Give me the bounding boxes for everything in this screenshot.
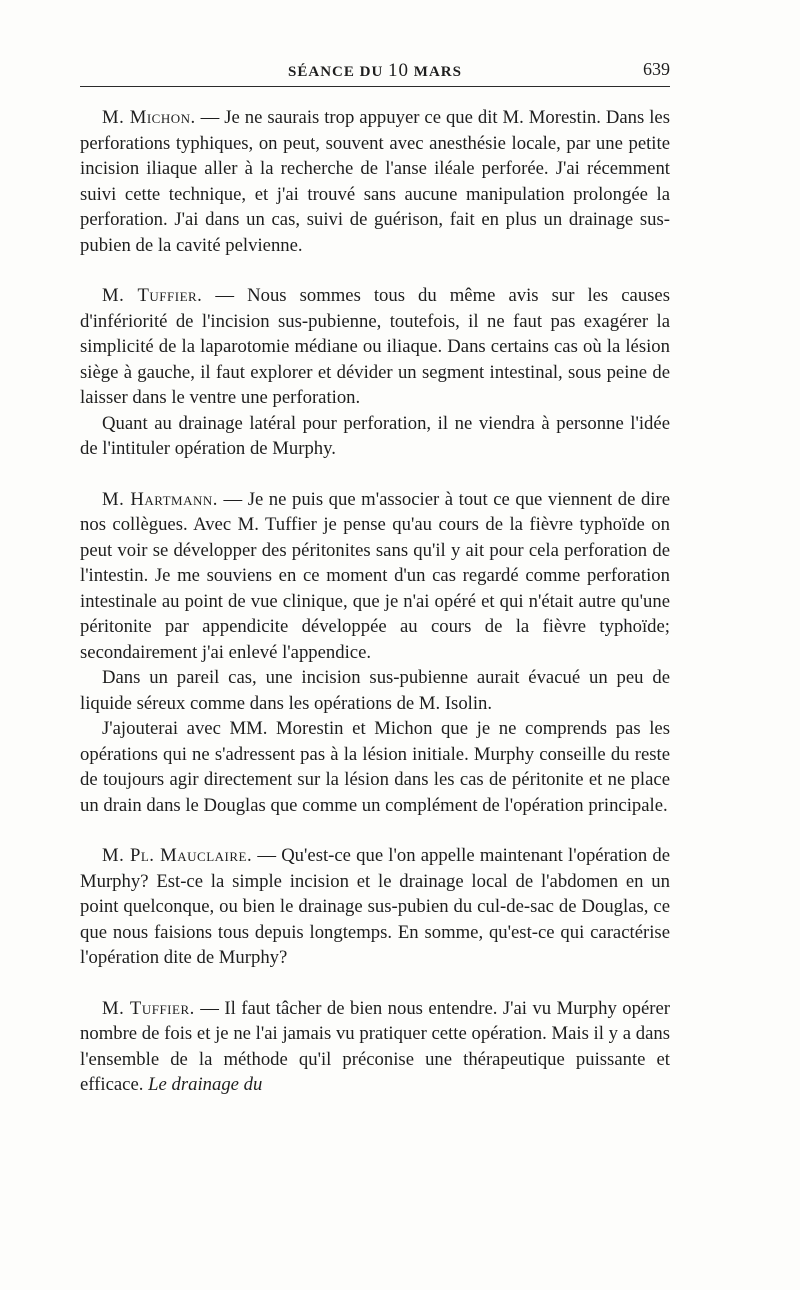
header-title (80, 60, 670, 82)
paragraph-text: — Il faut tâcher de bien nous entendre. J'ai vu Murphy opérer nombre de fois et je ne l'ai jamais vu pratiquer cette opération. Mais il y a dans l'ensemble de la méthode qu'il préconise une thérapeutique puissante et efficace. (80, 997, 671, 1095)
page (80, 56, 670, 1098)
header-title-number: 10 (388, 60, 410, 81)
paragraph-text: Quant au drainage latéral pour perforation, il ne viendra à personne l'idée de l'intituler opération de Murphy. (80, 412, 670, 459)
paragraph-text: J'ajouterai avec MM. Morestin et Michon que je ne comprends pas les opérations qui ne s'adressent pas à la lésion initiale. Murphy conseille du reste de toujours agir directement sur la lésion dans les cas de péritonite et ne place un drain dans le Douglas que comme un complément de l'opération principale. (80, 718, 670, 816)
paragraph-hartmann-3 (80, 716, 670, 818)
paragraph-hartmann-2 (80, 665, 670, 716)
speaker-name: M. Tuffier. (102, 285, 203, 306)
paragraph-mauclaire (80, 843, 670, 971)
header-title-pre: SÉANCE DU (288, 64, 389, 80)
paragraph-tuffier-2 (80, 411, 670, 462)
page-number: 639 (643, 59, 670, 79)
paragraph-tuffier-1 (80, 283, 670, 411)
paragraph-text: Dans un pareil cas, une incision sus-pubienne aurait évacué un peu de liquide séreux comme dans les opérations de M. Isolin. (80, 667, 670, 714)
paragraph-text: — Qu'est-ce que l'on appelle maintenant l'opération de Murphy? Est-ce la simple incision et le drainage local de l'abdomen en un point quelconque, ou bien le drainage sus-pubien du cul-de-sac de Douglas, ce que nous faisions tous depuis longtemps. En somme, qu'est-ce qui caractérise l'opération dite de Murphy? (80, 845, 670, 968)
speaker-name: M. Hartmann. (102, 488, 218, 510)
paragraph-text: — Je ne saurais trop appuyer ce que dit M. Morestin. Dans les perforations typhiques, on peut, souvent avec anesthésie locale, par une petite incision iliaque aller à la recherche de l'anse iléale perforée. J'ai récemment suivi cette technique, et j'ai trouvé sans aucune manipulation prolongée la perforation. J'ai dans un cas, suivi de guérison, fait en plus un drainage sus-pubien de la cavité pelvienne. (80, 107, 670, 256)
paragraph-michon (80, 105, 670, 258)
paragraph-text: — Nous sommes tous du même avis sur les causes d'infériorité de l'incision sus-pubienne, toutefois, il ne faut pas exagérer la simplicité de la laparotomie médiane ou iliaque. Dans certains cas où la lésion siège à gauche, il faut explorer et dévider un segment intestinal, sous peine de laisser dans le ventre une perforation. (80, 285, 670, 408)
running-header (80, 56, 670, 87)
speaker-name: M. Tuffier. (102, 997, 195, 1019)
paragraph-text: — Je ne puis que m'associer à tout ce que viennent de dire nos collègues. Avec M. Tuffier je pense qu'au cours de la fièvre typhoïde on peut voir se développer des péritonites sans qu'il y ait pour cela perforation de l'intestin. Je me souviens en ce moment d'un cas regardé comme perforation intestinale au point de vue clinique, que je n'ai opéré et qui n'était autre qu'une péritonite par appendicite développée au cours de la fièvre typhoïde; secondairement j'ai enlevé l'appendice. (80, 488, 670, 663)
speaker-name: M. Michon. (102, 107, 196, 128)
paragraph-hartmann-1 (80, 487, 670, 666)
header-title-post: MARS (409, 64, 462, 80)
speaker-name: M. Pl. Mauclaire. (102, 845, 253, 866)
paragraph-tuffier-3 (80, 996, 670, 1098)
italic-text: Le drainage du (148, 1074, 263, 1095)
page-body (80, 105, 670, 1098)
